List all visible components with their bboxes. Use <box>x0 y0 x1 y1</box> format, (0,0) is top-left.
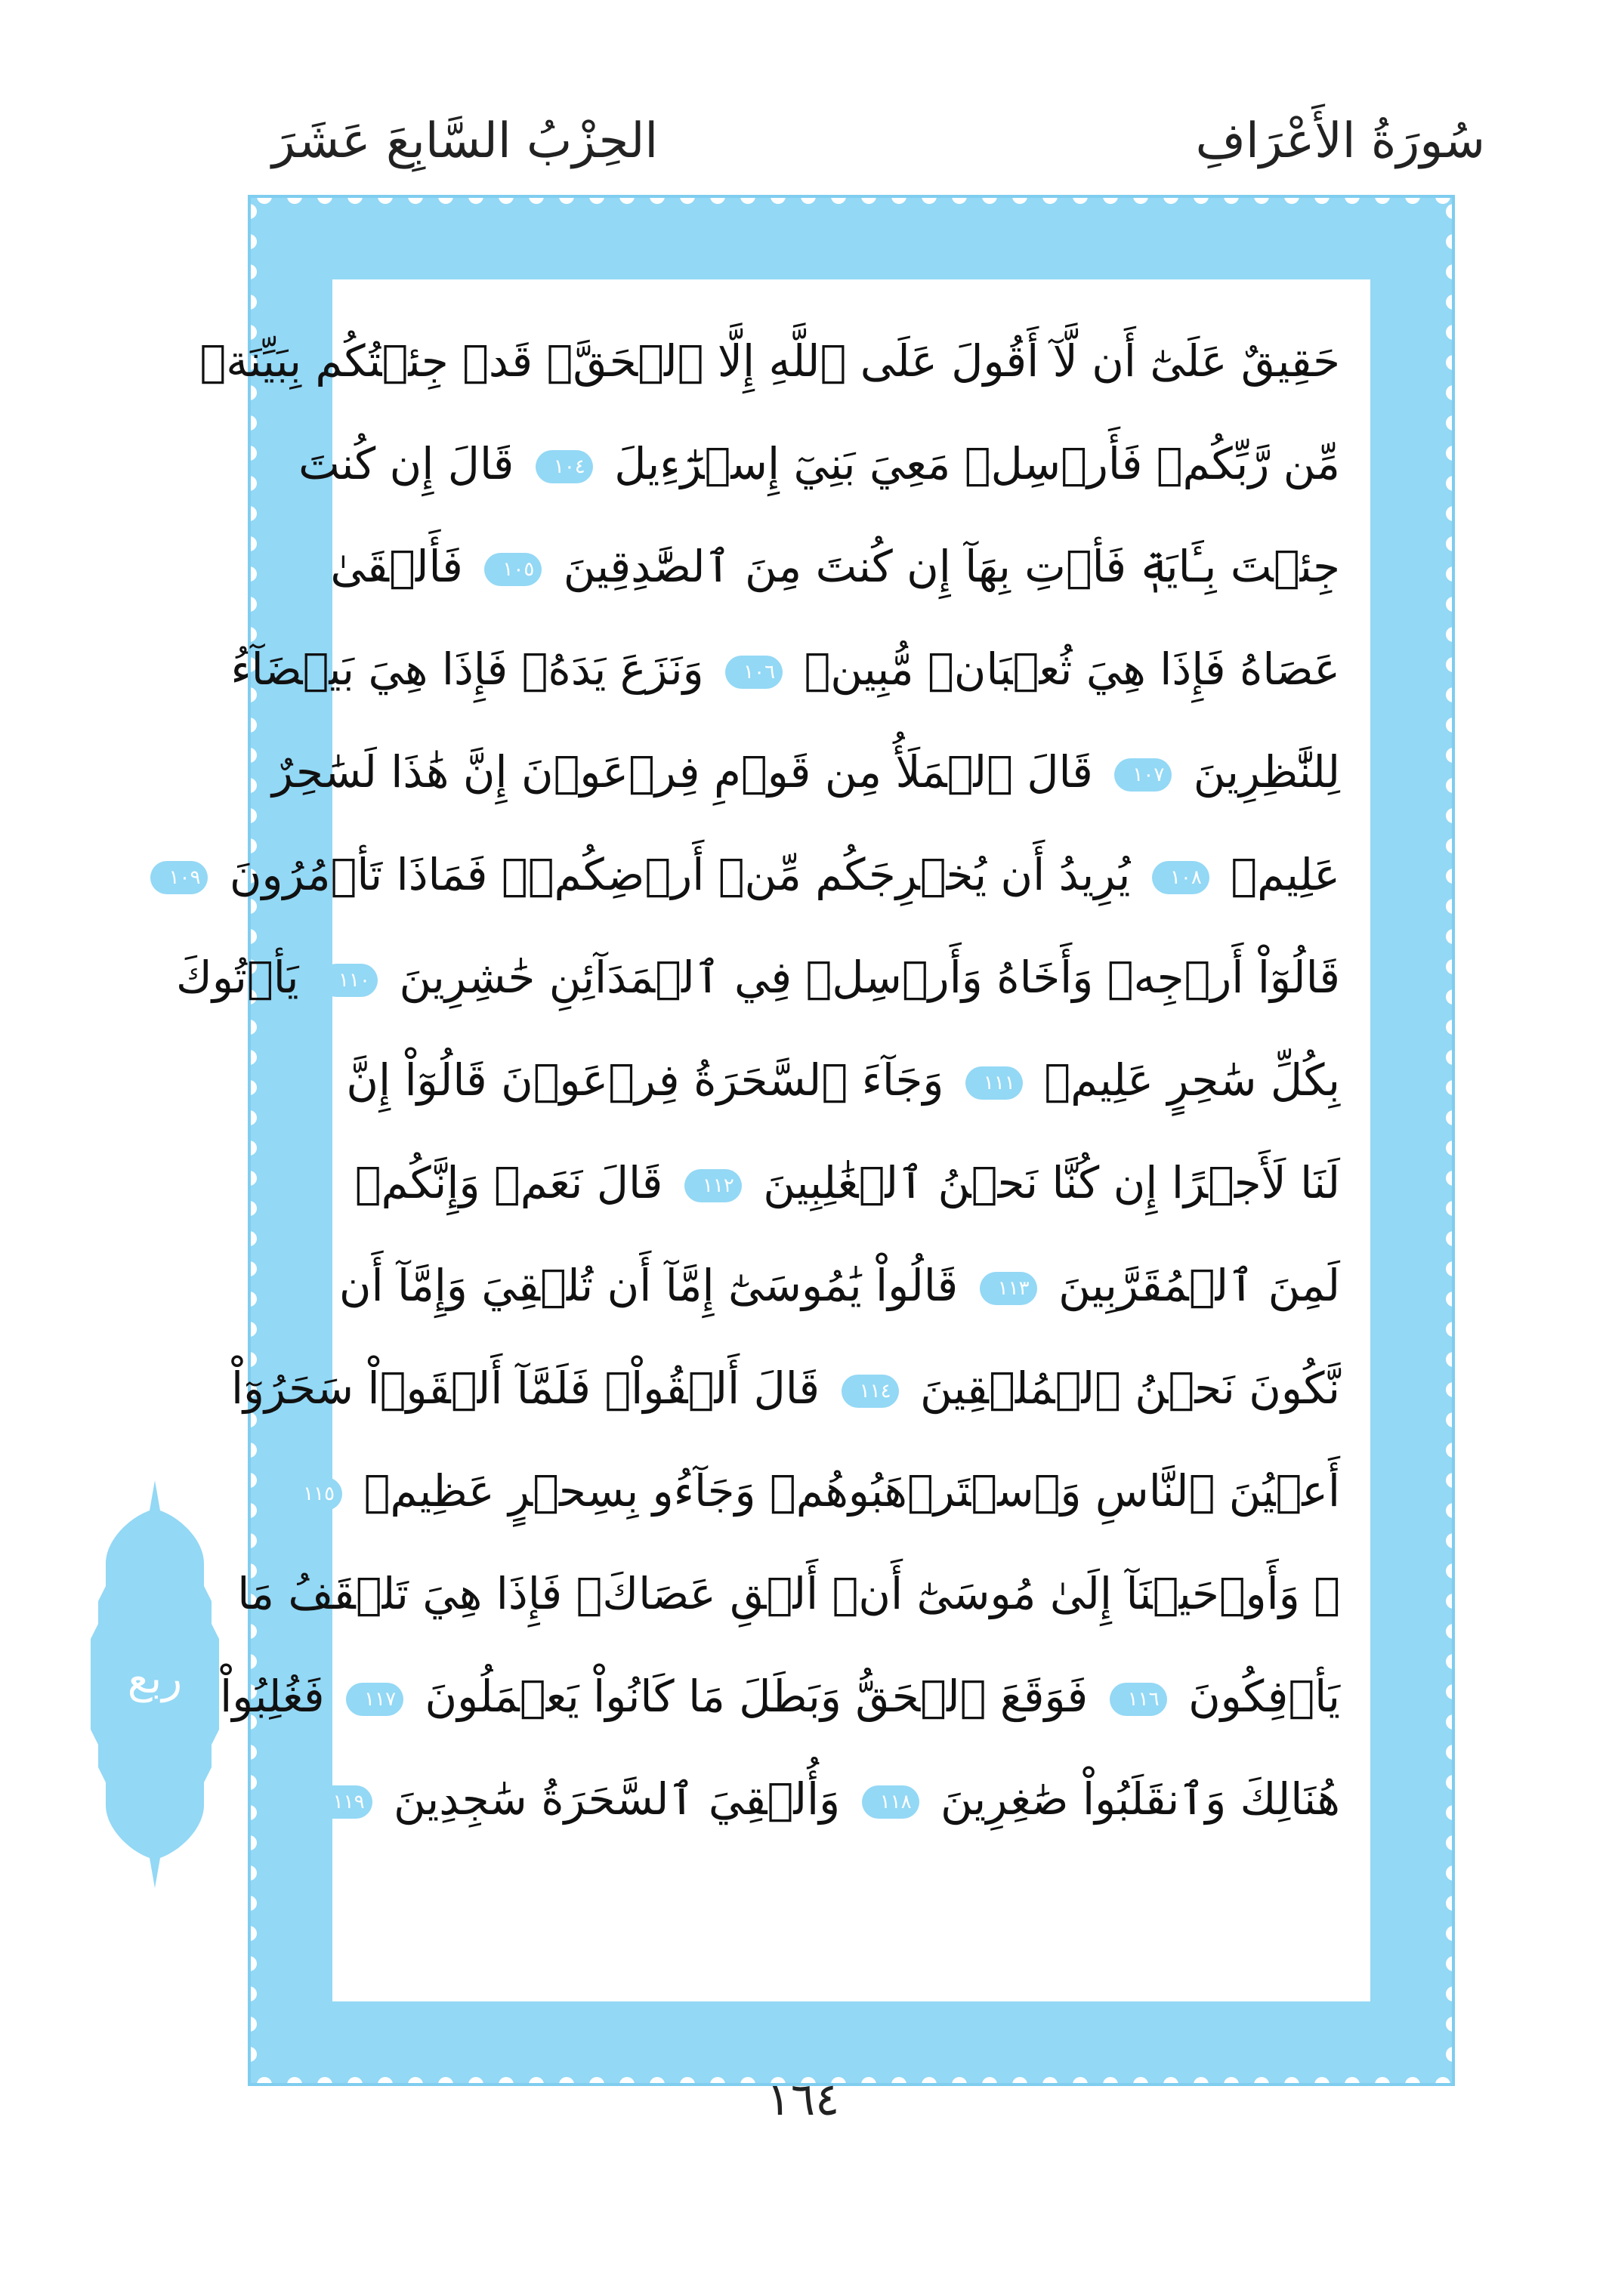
text-line <box>332 1748 1340 1850</box>
page-number: ١٦٤ <box>766 2073 840 2126</box>
page-text-area <box>168 279 1370 2001</box>
verse-text: أَعۡيُنَ ٱلنَّاسِ وَٱسۡتَرۡهَبُوهُمۡ وَجَآءُو بِسِحۡرٍ عَظِيمٖ <box>363 1465 1340 1517</box>
verse-text: يَأۡتُوكَ <box>176 952 299 1003</box>
verse-text: لِلنَّٰظِرِينَ <box>1193 746 1340 798</box>
verse-text: يَأۡفِكُونَ <box>1188 1671 1340 1722</box>
ayah-number-marker: ١٠٩ <box>150 861 208 894</box>
verse-text: وَأُلۡقِيَ ٱلسَّحَرَةُ سَٰجِدِينَ <box>393 1773 841 1825</box>
ayah-number-marker: ١١٥ <box>285 1477 342 1511</box>
verse-text: وَجَآءَ ٱلسَّحَرَةُ فِرۡعَوۡنَ قَالُوٓاْ إِنَّ <box>346 1054 944 1106</box>
verse-text: عَلِيمٞ <box>1231 849 1340 900</box>
text-line <box>230 618 1340 721</box>
verse-text: مِّن رَّبِّكُمۡ فَأَرۡسِلۡ مَعِيَ بَنِيٓ إِسۡرَٰٓءِيلَ <box>614 438 1340 489</box>
ayah-number-marker: ١٠٥ <box>484 553 542 586</box>
verse-text: فَغُلِبُواْ <box>220 1671 325 1722</box>
verse-text: وَنَزَعَ يَدَهُۥ فَإِذَا هِيَ بَيۡضَآءُ <box>230 643 704 695</box>
verse-text: حَقِيقٌ عَلَىٰٓ أَن لَّآ أَقُولَ عَلَى ٱللَّهِ إِلَّا ٱلۡحَقَّۚ قَدۡ جِئۡتُكُم بِبَيِّنَةٖ <box>199 335 1340 387</box>
ayah-number-marker: ١١٦ <box>1110 1683 1167 1716</box>
quran-text-block <box>168 310 1340 1850</box>
verse-text: فَأَلۡقَىٰ <box>330 541 463 592</box>
ayah-number-marker: ١٠٦ <box>725 656 783 689</box>
text-line <box>230 1337 1340 1440</box>
text-line <box>303 1440 1340 1542</box>
text-line <box>330 515 1340 618</box>
text-line <box>176 926 1340 1029</box>
text-line <box>168 823 1340 926</box>
rub-marker <box>91 1480 219 1888</box>
surah-title: سُورَةُ الأَعْرَافِ <box>1195 113 1485 169</box>
text-line <box>346 1029 1340 1131</box>
ayah-number-marker: ١٠٧ <box>1114 758 1172 792</box>
verse-text: عَصَاهُ فَإِذَا هِيَ ثُعۡبَانٞ مُّبِينٞ <box>804 643 1340 695</box>
ayah-number-marker: ١١٠ <box>320 964 378 997</box>
text-line <box>298 412 1340 515</box>
verse-text: فَوَقَعَ ٱلۡحَقُّ وَبَطَلَ مَا كَانُواْ يَعۡمَلُونَ <box>425 1671 1089 1722</box>
ayah-number-marker: ١١٢ <box>684 1169 742 1202</box>
page-frame <box>168 196 1453 2085</box>
verse-text: جِئۡتَ بِـَٔايَةٖ فَأۡتِ بِهَآ إِن كُنتَ مِنَ ٱلصَّٰدِقِينَ <box>563 541 1340 592</box>
verse-text: هُنَالِكَ وَٱنقَلَبُواْ صَٰغِرِينَ <box>940 1773 1340 1825</box>
text-line <box>354 1131 1340 1234</box>
verse-text: قَالَ نَعَمۡ وَإِنَّكُمۡ <box>354 1157 663 1208</box>
ayah-number-marker: ١١٣ <box>980 1272 1037 1305</box>
verse-text: قَالَ ٱلۡمَلَأُ مِن قَوۡمِ فِرۡعَوۡنَ إِنَّ هَٰذَا لَسَٰحِرٌ <box>272 746 1093 798</box>
verse-text: نَّكُونَ نَحۡنُ ٱلۡمُلۡقِينَ <box>920 1362 1340 1414</box>
verse-text: لَمِنَ ٱلۡمُقَرَّبِينَ <box>1058 1260 1340 1311</box>
verse-text: قَالَ إِن كُنتَ <box>298 438 514 489</box>
hizb-title: الحِزْبُ السَّابِعَ عَشَرَ <box>272 113 659 169</box>
text-line <box>237 1542 1340 1645</box>
text-line <box>199 310 1340 412</box>
ayah-number-marker: ١١٤ <box>842 1375 899 1408</box>
verse-text: ۞ وَأَوۡحَيۡنَآ إِلَىٰ مُوسَىٰٓ أَنۡ أَلۡقِ عَصَاكَۖ فَإِذَا هِيَ تَلۡقَفُ مَا <box>237 1568 1340 1619</box>
ayah-number-marker: ١٠٤ <box>536 450 593 483</box>
rub-label: ربع <box>127 1654 183 1703</box>
text-line <box>220 1645 1340 1748</box>
ayah-number-marker: ١٠٨ <box>1152 861 1209 894</box>
verse-text: بِكُلِّ سَٰحِرٍ عَلِيمٖ <box>1044 1054 1340 1106</box>
text-line <box>338 1234 1340 1337</box>
ayah-number-marker: ١١١ <box>965 1066 1023 1100</box>
text-line <box>272 721 1340 823</box>
ayah-number-marker: ١١٨ <box>862 1785 919 1819</box>
ayah-number-marker: ١١٩ <box>315 1785 372 1819</box>
verse-text: لَنَا لَأَجۡرًا إِن كُنَّا نَحۡنُ ٱلۡغَٰلِبِينَ <box>763 1157 1340 1208</box>
verse-text: قَالُواْ يَٰمُوسَىٰٓ إِمَّآ أَن تُلۡقِيَ وَإِمَّآ أَن <box>338 1260 959 1311</box>
verse-text: قَالَ أَلۡقُواْۖ فَلَمَّآ أَلۡقَوۡاْ سَحَرُوٓاْ <box>230 1362 820 1414</box>
verse-text: قَالُوٓاْ أَرۡجِهۡ وَأَخَاهُ وَأَرۡسِلۡ فِي ٱلۡمَدَآئِنِ حَٰشِرِينَ <box>399 952 1340 1003</box>
verse-text: يُرِيدُ أَن يُخۡرِجَكُم مِّنۡ أَرۡضِكُمۡۖ فَمَاذَا تَأۡمُرُونَ <box>229 849 1131 900</box>
ayah-number-marker: ١١٧ <box>346 1683 403 1716</box>
